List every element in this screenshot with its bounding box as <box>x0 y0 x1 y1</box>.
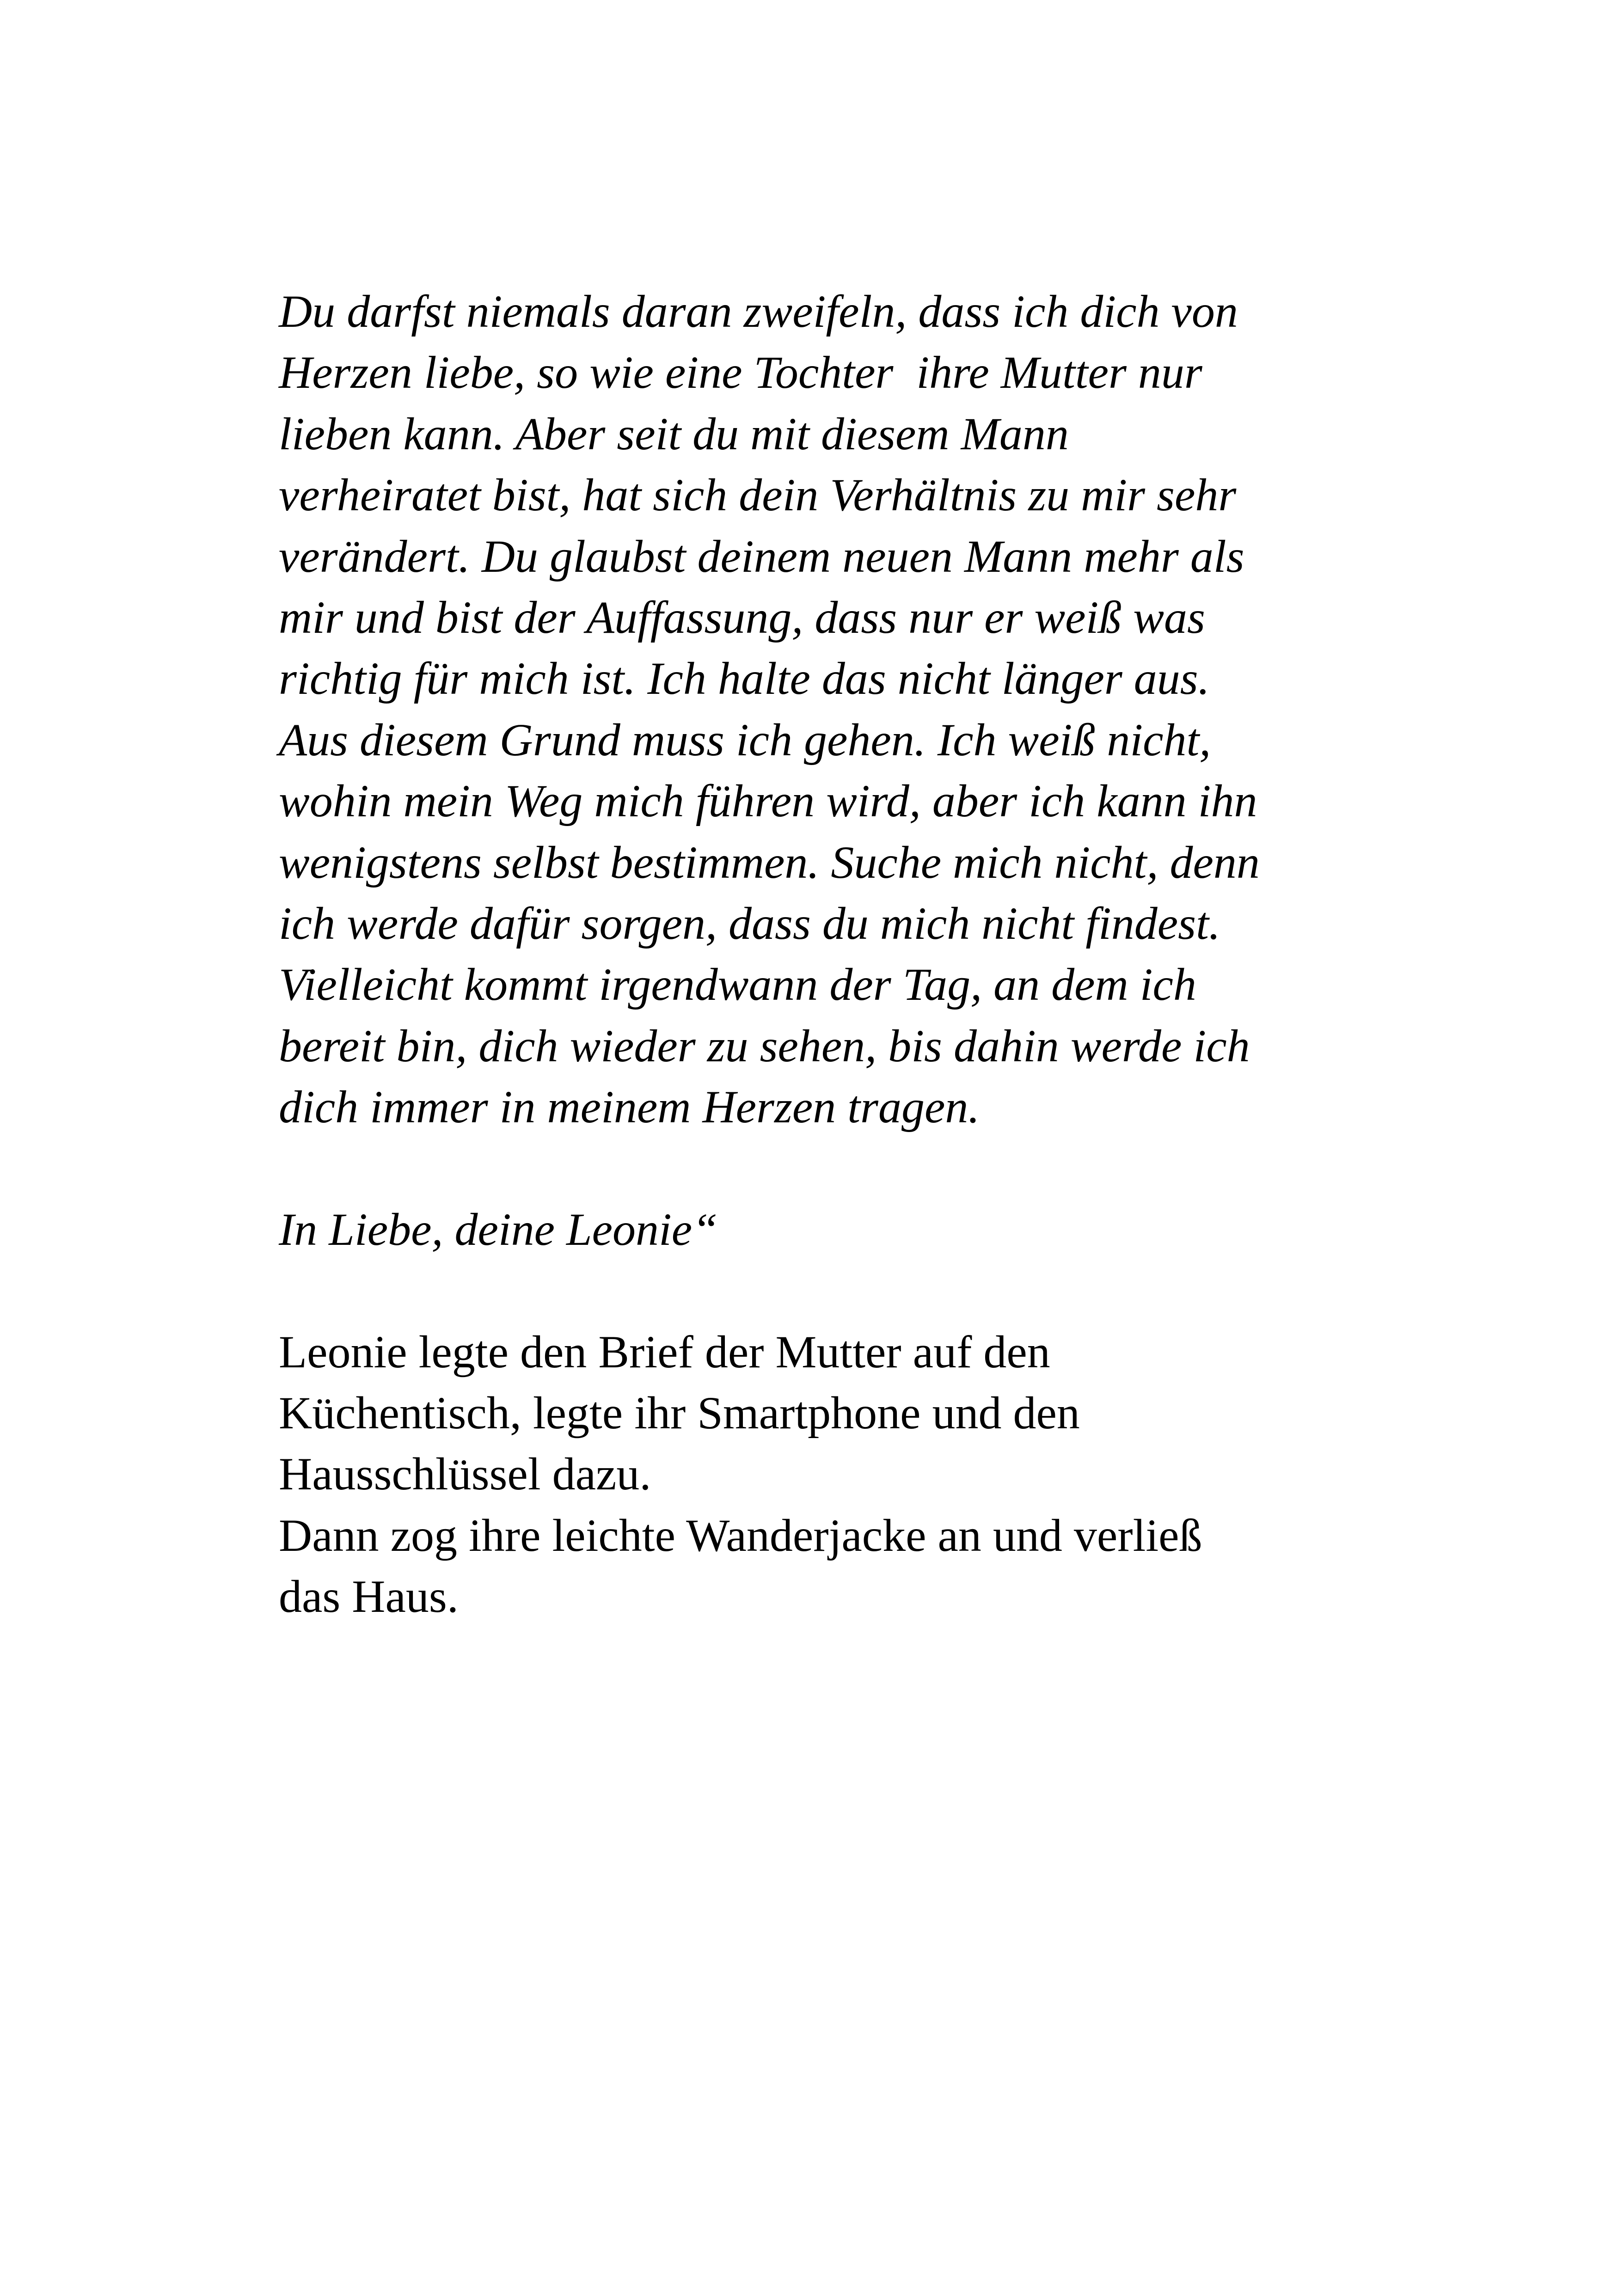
letter-line: Aus diesem Grund muss ich gehen. Ich weiß nicht, <box>279 714 1211 765</box>
letter-line: Herzen liebe, so wie eine Tochter ihre Mutter nur <box>279 347 1202 398</box>
letter-line: mir und bist der Auffassung, dass nur er weiß was <box>279 591 1205 643</box>
narrative-line: Leonie legte den Brief der Mutter auf den <box>279 1326 1050 1378</box>
letter-line: lieben kann. Aber seit du mit diesem Mann <box>279 408 1069 459</box>
letter-line: bereit bin, dich wieder zu sehen, bis dahin werde ich <box>279 1020 1250 1071</box>
narrative-line: Dann zog ihre leichte Wanderjacke an und verließ <box>279 1509 1202 1561</box>
letter-line: Vielleicht kommt irgendwann der Tag, an dem ich <box>279 959 1196 1010</box>
letter-line: verändert. Du glaubst deinem neuen Mann mehr als <box>279 530 1244 582</box>
letter-line: verheiratet bist, hat sich dein Verhältnis zu mir sehr <box>279 469 1237 521</box>
letter-line: wohin mein Weg mich führen wird, aber ich kann ihn <box>279 775 1257 827</box>
paragraph-gap <box>279 1260 1481 1321</box>
narrative-line: das Haus. <box>279 1571 459 1623</box>
letter-line: dich immer in meinem Herzen tragen. <box>279 1081 980 1133</box>
letter-signoff: In Liebe, deine Leonie“ <box>279 1203 718 1255</box>
letter-line: ich werde dafür sorgen, dass du mich nicht findest. <box>279 897 1220 949</box>
paragraph-gap <box>279 1138 1481 1199</box>
letter-line: Du darfst niemals daran zweifeln, dass ich dich von <box>279 286 1238 337</box>
letter-line: wenigstens selbst bestimmen. Suche mich nicht, denn <box>279 836 1260 888</box>
page-body <box>279 281 1481 1628</box>
narrative-line: Küchentisch, legte ihr Smartphone und den <box>279 1387 1080 1439</box>
narrative-line: Hausschlüssel dazu. <box>279 1448 651 1500</box>
letter-line: richtig für mich ist. Ich halte das nicht länger aus. <box>279 653 1210 704</box>
letter-text <box>279 281 1481 1138</box>
narrative-text <box>279 1322 1481 1628</box>
